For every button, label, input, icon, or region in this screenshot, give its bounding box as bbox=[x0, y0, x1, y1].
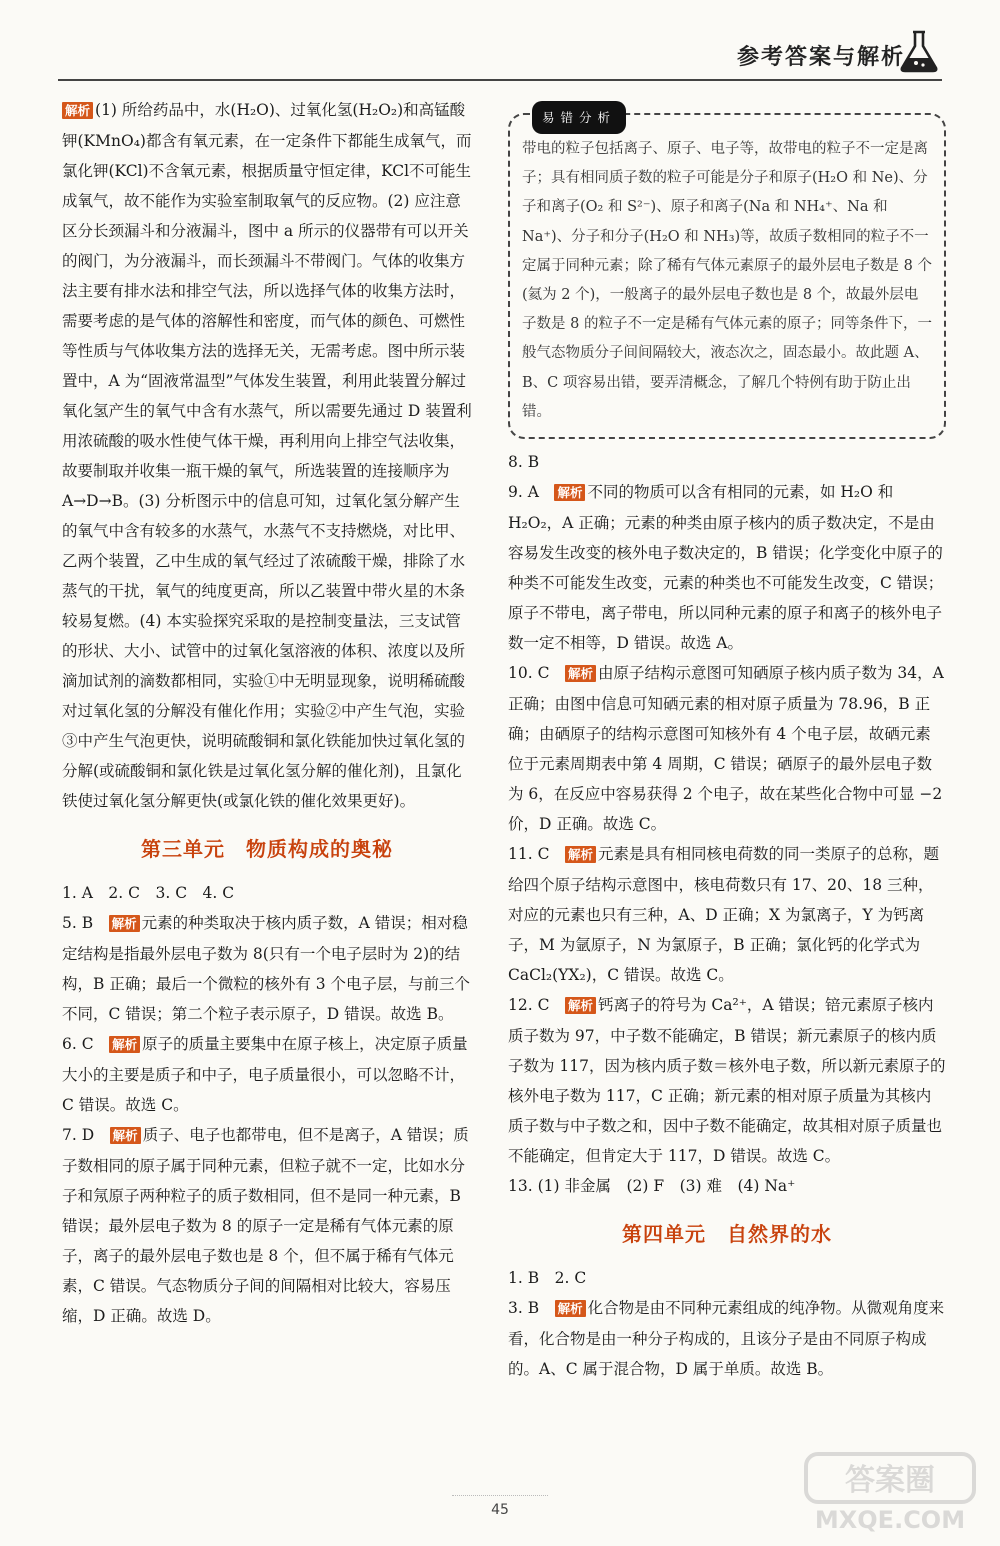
page-number: 45 bbox=[491, 1502, 509, 1518]
answer-5: 5. B 解析 元素的种类取决于核内质子数，A 错误；相对稳定结构是指最外层电子数为 8(只有一个电子层时为 2)的结构，B 正确；最后一个微粒的核外有 3 个电子层，与前三个不同，C 错误；第二个粒子表示原子，D 错误。故选 B。 bbox=[62, 914, 471, 1023]
left-column bbox=[62, 95, 472, 1331]
error-analysis-text: 带电的粒子包括离子、原子、电子等，故带电的粒子不一定是离子；具有相同质子数的粒子可能是分子和原子(H₂O 和 Ne)、分子和离子(O₂ 和 S²⁻)、原子和离子(Na 和 NH₄⁺、Na 和 Na⁺)、分子和分子(H₂O 和 NH₃)等，故质子数相同的粒子不一定属于同种元素；除了稀有气体元素原子的最外层电子数是 8 个(氦为 2 个)，一般离子的最外层电子数也是 8 个，故最外层电子数是 8 的粒子不一定是稀有气体元素的原子；同等条件下，一般气态物质分子间间隔较大，液态次之，固态最小。故此题 A、B、C 项容易出错，要弄清概念，了解几个特例有助于防止出错。 bbox=[522, 141, 932, 420]
answer-12: 12. C 解析 钙离子的符号为 Ca²⁺，A 错误；锫元素原子核内质子数为 97，中子数不能确定，B 错误；新元素原子的核内质子数为 117，因为核内质子数＝核外电子数，所以新元素原子的核外电子数为 117，C 正确；新元素的相对原子质量为其核内质子数与中子数之和，因中子数不能确定，故其相对原子质量也不能确定，但肯定大于 117，D 错误。故选 C。 bbox=[508, 996, 946, 1166]
answer-explanation-intro: 解析 (1) 所给药品中，水(H₂O)、过氧化氢(H₂O₂)和高锰酸钾(KMnO₄)都含有氧元素，在一定条件下都能生成氧气，而氯化钾(KCl)不含氧元素，根据质量守恒定律，KCl不可能生成氧气，故不能作为实验室制取氧气的反应物。(2) 应注意区分长颈漏斗和分液漏斗，图中 a 所示的仪器带有可以开关的阀门，为分液漏斗，而长颈漏斗不带阀门。气体的收集方法主要有排水法和排空气法，所以选择气体的收集方法时，需要考虑的是气体的溶解性和密度，而气体的颜色、可燃性等性质与气体收集方法的选择无关，无需考虑。图中所示装置中，A 为“固液常温型”气体发生装置，利用此装置分解过氧化氢产生的氧气中含有水蒸气，所以需要先通过 D 装置利用浓硫酸的吸水性使气体干燥，再利用向上排空气法收集，故要制取并收集一瓶干燥的氧气，所选装置的连接顺序为 A→D→B。(3) 分析图示中的信息可知，过氧化氢分解产生的氧气中含有较多的水蒸气，水蒸气不支持燃烧，对比甲、乙两个装置，乙中生成的氧气经过了浓硫酸干燥，排除了水蒸气的干扰，氧气的纯度更高，所以乙装置中带火星的木条较易复燃。(4) 本实验探究采取的是控制变量法，三支试管的形状、大小、试管中的过氧化氢溶液的体积、浓度以及所滴加试剂的滴数都相同，实验①中无明显现象，说明稀硫酸对过氧化氢的分解没有催化作用；实验②中产生气泡，实验③中产生气泡更快，说明硫酸铜和氯化铁能加快过氧化氢的分解(或硫酸铜和氯化铁是过氧化氢分解的催化剂)，且氯化铁使过氧化氢分解更快(或氯化铁的催化效果更好)。 bbox=[62, 101, 472, 810]
answer-9: 9. A 解析 不同的物质可以含有相同的元素，如 H₂O 和 H₂O₂，A 正确；元素的种类由原子核内的质子数决定，不是由容易发生改变的核外电子数决定的，B 错误；化学变化中原子的种类不可能发生改变，元素的种类也不可能发生改变，C 错误；原子不带电，离子带电，所以同种元素的原子和离子的核外电子数一定不相等，D 错误。故选 A。 bbox=[508, 483, 944, 653]
analysis-tag: 解析 bbox=[110, 1127, 141, 1144]
answer-3: 3. B 解析 化合物是由不同种元素组成的纯净物。从微观角度来看，化合物是由一种分子构成的，且该分子是由不同原子构成的。A、C 属于混合物，D 属于单质。故选 B。 bbox=[508, 1299, 945, 1379]
answer-8: 8. B bbox=[508, 453, 540, 472]
answer-11: 11. C 解析 元素是具有相同核电荷数的同一类原子的总称，题给四个原子结构示意图中，核电荷数只有 17、20、18 三种，对应的元素也只有三种，A、D 正确；X 为氯离子，Y 为钙离子，M 为氩原子，N 为氯原子，B 正确；氯化钙的化学式为 CaCl₂(YX₂)，C 错误。故选 C。 bbox=[508, 845, 939, 985]
analysis-tag: 解析 bbox=[555, 1300, 586, 1317]
answer-7: 7. D 解析 质子、电子也都带电，但不是离子，A 错误；质子数相同的原子属于同种元素，但粒子就不一定，比如水分子和氖原子两种粒子的质子数相同，但不是同一种元素，B 错误；最外层电子数为 8 的原子一定是稀有气体元素的原子，离子的最外层电子数也是 8 个，但不属于稀有气体元素，C 错误。气态物质分子间的间隔相对比较大，容易压缩，D 正确。故选 D。 bbox=[62, 1126, 469, 1325]
answer-10: 10. C 解析 由原子结构示意图可知硒原子核内质子数为 34，A 正确；由图中信息可知硒元素的相对原子质量为 78.96，B 正确；由硒原子的结构示意图可知核外有 4 个电子层，故硒元素位于元素周期表中第 4 周期，C 错误；硒原子的最外层电子数为 6，在反应中容易获得 2 个电子，故在某些化合物中可显 −2 价，D 正确。故选 C。 bbox=[508, 664, 944, 834]
header-title: 参考答案与解析 bbox=[737, 45, 906, 70]
analysis-tag: 解析 bbox=[565, 846, 596, 863]
page-number-ornament bbox=[452, 1495, 548, 1496]
analysis-tag: 解析 bbox=[109, 1036, 140, 1053]
answers-1-4: 1. A 2. C 3. C 4. C bbox=[62, 884, 235, 902]
flask-icon bbox=[896, 28, 942, 74]
analysis-tag: 解析 bbox=[109, 915, 140, 932]
svg-text:MXQE.COM: MXQE.COM bbox=[814, 1506, 966, 1534]
answer-6: 6. C 解析 原子的质量主要集中在原子核上，决定原子质量大小的主要是质子和中子，电子质量很小，可以忽略不计，C 错误。故选 C。 bbox=[62, 1035, 468, 1114]
answer-13: 13. (1) 非金属 (2) F (3) 难 (4) Na⁺ bbox=[508, 1177, 796, 1196]
header-rule bbox=[58, 79, 942, 81]
section-title-unit3: 第三单元 物质构成的奥秘 bbox=[141, 837, 393, 861]
section-title-unit4: 第四单元 自然界的水 bbox=[622, 1222, 832, 1247]
watermark-logo bbox=[800, 1448, 980, 1538]
error-analysis-label: 易错分析 bbox=[532, 101, 626, 134]
analysis-tag: 解析 bbox=[565, 665, 596, 682]
analysis-tag: 解析 bbox=[62, 102, 93, 119]
svg-text:答案圈: 答案圈 bbox=[845, 1463, 935, 1498]
answers-1-2: 1. B 2. C bbox=[508, 1269, 587, 1288]
analysis-tag: 解析 bbox=[554, 484, 585, 501]
error-analysis-box bbox=[508, 110, 946, 439]
right-column bbox=[508, 95, 946, 1384]
analysis-tag: 解析 bbox=[565, 997, 596, 1014]
